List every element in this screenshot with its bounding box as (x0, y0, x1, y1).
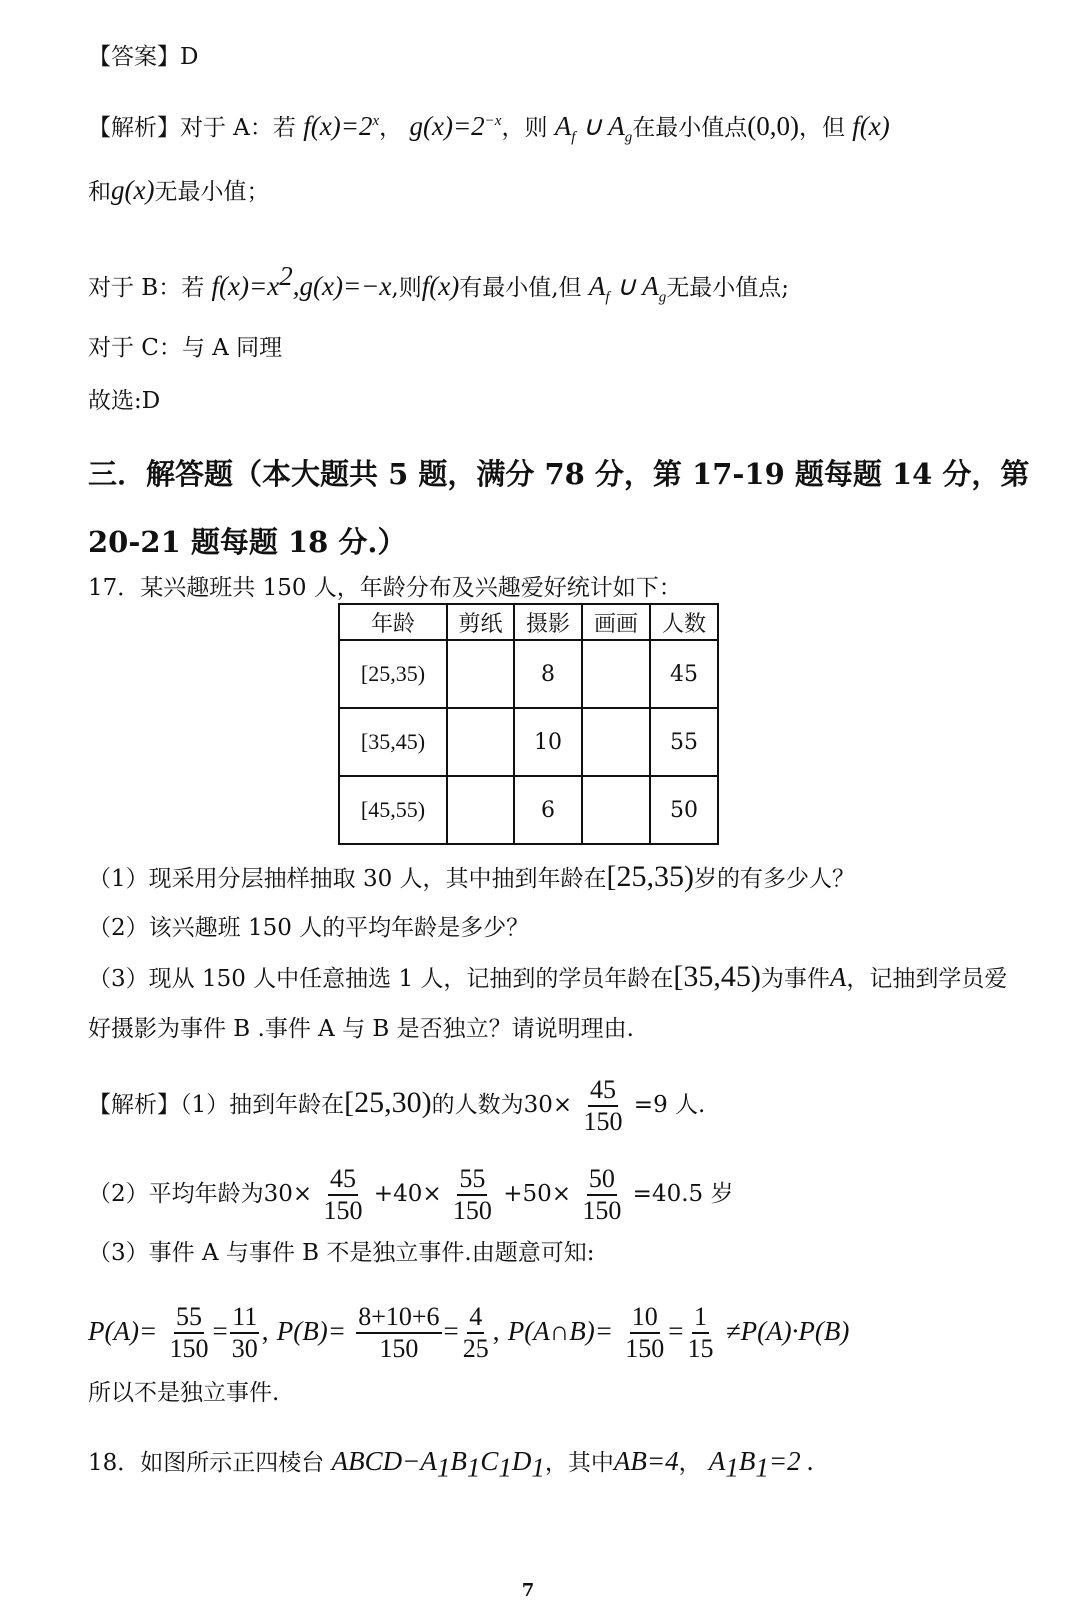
fraction-numerator: 11 (230, 1302, 259, 1334)
table-header-age: 年龄 (339, 604, 447, 640)
table-cell-paint (582, 708, 650, 776)
q18-text-b: ，其中 (544, 1450, 614, 1476)
math-event-a: A (829, 962, 847, 992)
choose-line: 故选:D (88, 388, 161, 414)
q17-part3-text-a: （3）现从 150 人中任意抽选 1 人，记抽到的学员年龄在 (88, 966, 674, 992)
q17-part3 (88, 962, 1007, 994)
math-fx: f(x) (852, 111, 890, 141)
math-frustum-name: $ABCD-A_1B_1C_1D_1$ (331, 1446, 545, 1483)
analysis-b-line (88, 261, 789, 312)
solution-part1-result: =9 人. (633, 1092, 706, 1118)
fraction-numerator: 55 (457, 1164, 487, 1196)
table-header-papercut: 剪纸 (447, 604, 514, 640)
solution-part2-result: =40.5 岁 (632, 1181, 734, 1207)
table-cell-age: [25,35) (339, 640, 447, 708)
answer-line: 【答案】D (88, 44, 199, 70)
table-cell-count: 45 (650, 640, 718, 708)
solution-part1-interval: [25,30) (344, 1086, 432, 1119)
math-fx-b: f(x) (421, 271, 460, 301)
table-header-photo: 摄影 (514, 604, 582, 640)
table-cell-photo: 8 (514, 640, 582, 708)
q17-part1-text-b: 岁的有多少人？ (694, 866, 856, 892)
fraction-denominator: 150 (452, 1196, 492, 1225)
table-cell-count: 50 (650, 776, 718, 844)
fraction-24-150 (356, 1302, 441, 1364)
solution-part1 (88, 1075, 705, 1137)
fraction-55-150 (451, 1164, 494, 1226)
table-cell-papercut (447, 776, 514, 844)
fraction-45-150 (321, 1164, 364, 1226)
solution-label: 【解析】 (88, 1092, 180, 1118)
section-heading-line-2: 20-21 题每题 18 分.） (88, 525, 407, 559)
fraction-numerator: 4 (467, 1302, 484, 1334)
section-heading-line-1: 三．解答题（本大题共 5 题，满分 78 分，第 17-19 题每题 14 分，第 (88, 457, 1030, 491)
math-pb: P(B)= (276, 1316, 346, 1346)
math-af-union-ag: $A_f$ ∪ $A_g$ (554, 111, 633, 146)
page-number: 7 (521, 1580, 535, 1601)
q17-part1-interval: [25,35) (606, 860, 695, 893)
math-not-equal-product: ≠P(A)·P(B) (725, 1316, 850, 1346)
q17-stem: 17．某兴趣班共 150 人，年龄分布及兴趣爱好统计如下： (88, 575, 682, 601)
analysis-b-text-2: ,则 (391, 275, 422, 301)
solution-part2 (88, 1164, 733, 1226)
statistics-table (338, 603, 719, 845)
analysis-a-text-1: 对于 A：若 (180, 115, 296, 141)
q17-part2: （2）该兴趣班 150 人的平均年龄是多少？ (88, 915, 530, 941)
q18-text-a: 18．如图所示正四棱台 (88, 1450, 325, 1476)
q18-stem (88, 1446, 814, 1482)
solution-part2-plus-1: +40× (373, 1181, 442, 1207)
solution-part2-text-a: （2）平均年龄为30× (88, 1181, 313, 1207)
q17-part3-text-c: ，记抽到学员爱 (846, 966, 1008, 992)
probability-equation: P(A)= $\frac{55}{150}$ = $\frac{11}{30}$ , P(B)= $\frac{8+10+6}{150}$ = $\frac{4}{25}$ , P(A∩B)= $\frac{10}{150}$ = $\frac{1}{15}$ ≠P(A)·P(B) (88, 1302, 850, 1363)
table-cell-age: [35,45) (339, 708, 447, 776)
analysis-c-line: 对于 C：与 A 同理 (88, 335, 283, 361)
solution-part1-text-b: 的人数为30× (431, 1092, 573, 1118)
q17-part3-text-b: 为事件 (760, 966, 830, 992)
fraction-denominator: 150 (323, 1196, 363, 1225)
conclusion-line: 所以不是独立事件. (88, 1380, 280, 1406)
math-g-2-x: $g(x)=2^{-x}$ (409, 111, 502, 141)
fraction-numerator: 50 (587, 1164, 617, 1196)
math-pa: P(A)= (88, 1316, 158, 1346)
fraction-denominator: 150 (583, 1107, 623, 1136)
fraction-numerator: 10 (630, 1302, 660, 1334)
analysis-a2-text-2: 无最小值； (154, 179, 270, 205)
analysis-b-text-4: 无最小值点; (666, 275, 790, 301)
math-gx: g(x) (111, 175, 155, 205)
fraction-denominator: 15 (687, 1334, 714, 1363)
fraction-numerator: 45 (588, 1075, 618, 1107)
solution-part1-text-a: （1）抽到年龄在 (180, 1092, 345, 1118)
math-ab-4: AB=4 (613, 1446, 679, 1476)
fraction-denominator: 150 (379, 1334, 419, 1363)
table-header-paint: 画画 (582, 604, 650, 640)
fraction-1-15 (686, 1302, 716, 1364)
fraction-50-150 (580, 1164, 623, 1226)
math-a1b1-2: $A_1B_1=2$ . (708, 1446, 815, 1483)
table-cell-age: [45,55) (339, 776, 447, 844)
fraction-55-150 (167, 1302, 210, 1364)
analysis-b-text-3: 有最小值,但 (459, 275, 582, 301)
math-f-x2: $f(x)=x^2,g(x)=-x$ (211, 261, 392, 301)
fraction-numerator: 8+10+6 (356, 1302, 441, 1334)
table-header-row (339, 604, 718, 640)
table-row (339, 776, 718, 844)
fraction-4-25 (461, 1302, 491, 1364)
math-f-2x: $f(x)=2^x$ (303, 111, 380, 141)
table-cell-papercut (447, 708, 514, 776)
analysis-a-text-4: ，但 (798, 115, 845, 141)
fraction-denominator: 30 (231, 1334, 258, 1363)
analysis-a2-text-1: 和 (88, 179, 111, 205)
math-pab: P(A∩B)= (507, 1316, 614, 1346)
analysis-label: 【解析】 (88, 115, 180, 141)
table-row (339, 640, 718, 708)
math-af-union-ag-b: $A_f$ ∪ $A_g$ (588, 271, 667, 306)
table-cell-papercut (447, 640, 514, 708)
q17-part1-text-a: （1）现采用分层抽样抽取 30 人，其中抽到年龄在 (88, 866, 607, 892)
analysis-a-text-3: 在最小值点 (632, 115, 748, 141)
analysis-b-text-1: 对于 B：若 (88, 275, 205, 301)
table-row (339, 708, 718, 776)
solution-part3: （3）事件 A 与事件 B 不是独立事件.由题意可知: (88, 1240, 595, 1266)
fraction-11-30 (230, 1302, 260, 1364)
analysis-a-text-2: 则 (524, 115, 548, 141)
fraction-numerator: 45 (328, 1164, 358, 1196)
table-cell-count: 55 (650, 708, 718, 776)
fraction-denominator: 150 (582, 1196, 622, 1225)
table-cell-photo: 6 (514, 776, 582, 844)
fraction-denominator: 25 (462, 1334, 489, 1363)
q17-part3-interval: [35,45) (673, 960, 761, 993)
fraction-numerator: 1 (692, 1302, 709, 1334)
fraction-numerator: 55 (174, 1302, 204, 1334)
fraction-10-150 (623, 1302, 666, 1364)
table-cell-photo: 10 (514, 708, 582, 776)
table-header-count: 人数 (650, 604, 718, 640)
analysis-a-line-2 (88, 175, 269, 207)
fraction-denominator: 150 (169, 1334, 209, 1363)
table-cell-paint (582, 640, 650, 708)
solution-part2-plus-2: +50× (503, 1181, 572, 1207)
fraction-45-150 (581, 1075, 624, 1137)
q17-part3-line-2: 好摄影为事件 B .事件 A 与 B 是否独立？请说明理由. (88, 1016, 634, 1042)
q18-text-c: ， (678, 1450, 702, 1476)
fraction-denominator: 150 (625, 1334, 665, 1363)
table-cell-paint (582, 776, 650, 844)
math-point-00: (0,0) (747, 111, 799, 141)
q17-part1 (88, 862, 855, 894)
analysis-a-line: 【解析】对于 A：若 $f(x)=2^x$， $g(x)=2^{-x}$，则 $A_f$ ∪ $A_g$在最小值点(0,0)，但 f(x) (88, 111, 890, 146)
